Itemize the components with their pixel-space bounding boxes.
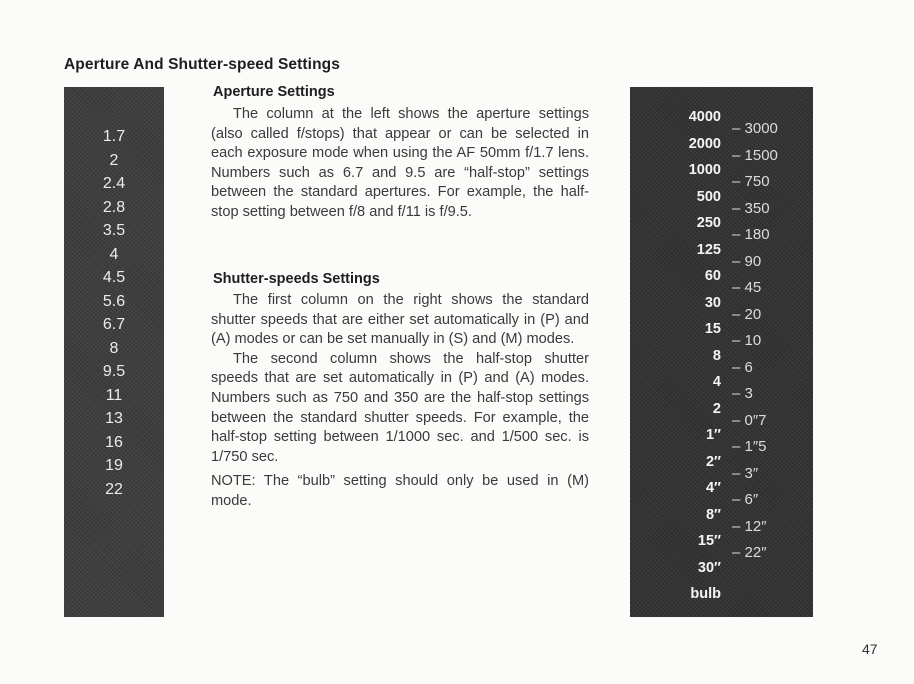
shutter-half-stop-value: – 350 bbox=[732, 199, 770, 217]
aperture-value: 4 bbox=[109, 245, 119, 263]
shutter-half-stop-value: – 20 bbox=[732, 305, 762, 323]
shutter-half-stop-value: – 0″7 bbox=[732, 411, 767, 429]
shutter-standard-value: 4 bbox=[712, 374, 721, 390]
shutter-half-stop-value: – 1″5 bbox=[732, 438, 767, 455]
shutter-column bbox=[630, 87, 813, 617]
page-number: 47 bbox=[862, 641, 878, 657]
aperture-value: 1.7 bbox=[102, 128, 126, 145]
shutter-heading: Shutter-speeds Settings bbox=[213, 271, 380, 287]
aperture-body: The column at the left shows the aperture settings (also called f/stops) that appear or can be selected in each exposure mode when using the AF 50mm f/1.7 lens. Numbers such as 6.7 and 9.5 are “half-stop” settings between the standard apertures. For example, the half-stop setting between f/8 and f/11 is f/9.5. bbox=[211, 106, 589, 220]
shutter-half-stop-value: – 6″ bbox=[732, 491, 759, 508]
shutter-standard-value: 4″ bbox=[705, 480, 721, 496]
shutter-half-stop-value: – 180 bbox=[732, 226, 770, 243]
aperture-value: 3.5 bbox=[102, 222, 126, 239]
shutter-half-stop-value: – 10 bbox=[732, 332, 762, 349]
shutter-half-stop-value: – 12″ bbox=[732, 517, 767, 535]
shutter-standard-value: 500 bbox=[696, 188, 721, 205]
shutter-half-stop-value: – 750 bbox=[732, 173, 770, 190]
shutter-half-stop-value: – 1500 bbox=[732, 146, 778, 164]
shutter-half-stop-value: – 3″ bbox=[732, 464, 759, 482]
aperture-value: 19 bbox=[105, 457, 123, 474]
aperture-value: 2.8 bbox=[102, 198, 126, 216]
shutter-standard-value: 30 bbox=[704, 294, 721, 311]
shutter-half-stop-value: – 45 bbox=[732, 279, 762, 296]
shutter-half-stop-value: – 6 bbox=[732, 358, 753, 376]
shutter-standard-value: 60 bbox=[704, 268, 721, 284]
shutter-half-stop-value: – 3000 bbox=[732, 120, 778, 137]
shutter-standard-value: 2000 bbox=[688, 135, 721, 152]
shutter-standard-value: 1000 bbox=[688, 162, 721, 178]
shutter-paragraph-2: The second column shows the half-stop shutter speeds that are set automatically in (P) and (A) modes. Numbers such as 750 and 350 are the half-stop settings between the standard shutter speeds. For example, the half-stop setting between 1/1000 sec. and 1/500 sec. is 1/750 sec. bbox=[211, 350, 589, 465]
aperture-value: 9.5 bbox=[102, 363, 126, 380]
aperture-column bbox=[64, 87, 164, 617]
page-title: Aperture And Shutter-speed Settings bbox=[64, 56, 340, 73]
aperture-heading: Aperture Settings bbox=[213, 84, 335, 100]
shutter-standard-value: 4000 bbox=[688, 109, 721, 125]
aperture-value: 2.4 bbox=[102, 175, 126, 192]
aperture-value: 6.7 bbox=[102, 316, 126, 333]
aperture-value: 2 bbox=[109, 151, 119, 169]
aperture-value: 5.6 bbox=[102, 292, 126, 310]
shutter-half-stop-value: – 22″ bbox=[732, 544, 767, 561]
shutter-standard-value: 8 bbox=[712, 347, 721, 364]
aperture-value: 22 bbox=[105, 480, 123, 498]
aperture-value: 8 bbox=[109, 339, 119, 357]
shutter-half-stop-value: – 90 bbox=[732, 252, 762, 270]
shutter-standard-value: 15″ bbox=[697, 533, 721, 549]
aperture-value: 16 bbox=[105, 433, 123, 451]
shutter-standard-value: 2″ bbox=[705, 453, 721, 470]
shutter-standard-value: 250 bbox=[696, 215, 721, 231]
shutter-standard-value: 1″ bbox=[705, 427, 721, 443]
aperture-value: 13 bbox=[105, 410, 123, 427]
aperture-text bbox=[211, 105, 589, 223]
shutter-standard-value: 15 bbox=[704, 321, 721, 337]
aperture-value: 4.5 bbox=[102, 269, 126, 286]
shutter-half-stop-value: – 3 bbox=[732, 385, 753, 402]
shutter-standard-value: 2 bbox=[712, 400, 721, 417]
shutter-standard-value: 125 bbox=[696, 241, 721, 258]
shutter-text bbox=[211, 291, 589, 512]
shutter-paragraph-1: The first column on the right shows the standard shutter speeds that are either set automatically in (P) and (A) modes or can be set manually in (S) and (M) modes. bbox=[211, 292, 589, 348]
shutter-standard-value: 8″ bbox=[705, 506, 721, 523]
shutter-standard-value: bulb bbox=[690, 586, 721, 602]
shutter-note: NOTE: The “bulb” setting should only be used in (M) mode. bbox=[211, 473, 589, 509]
aperture-value: 11 bbox=[105, 386, 123, 404]
shutter-standard-value: 30″ bbox=[697, 559, 721, 576]
